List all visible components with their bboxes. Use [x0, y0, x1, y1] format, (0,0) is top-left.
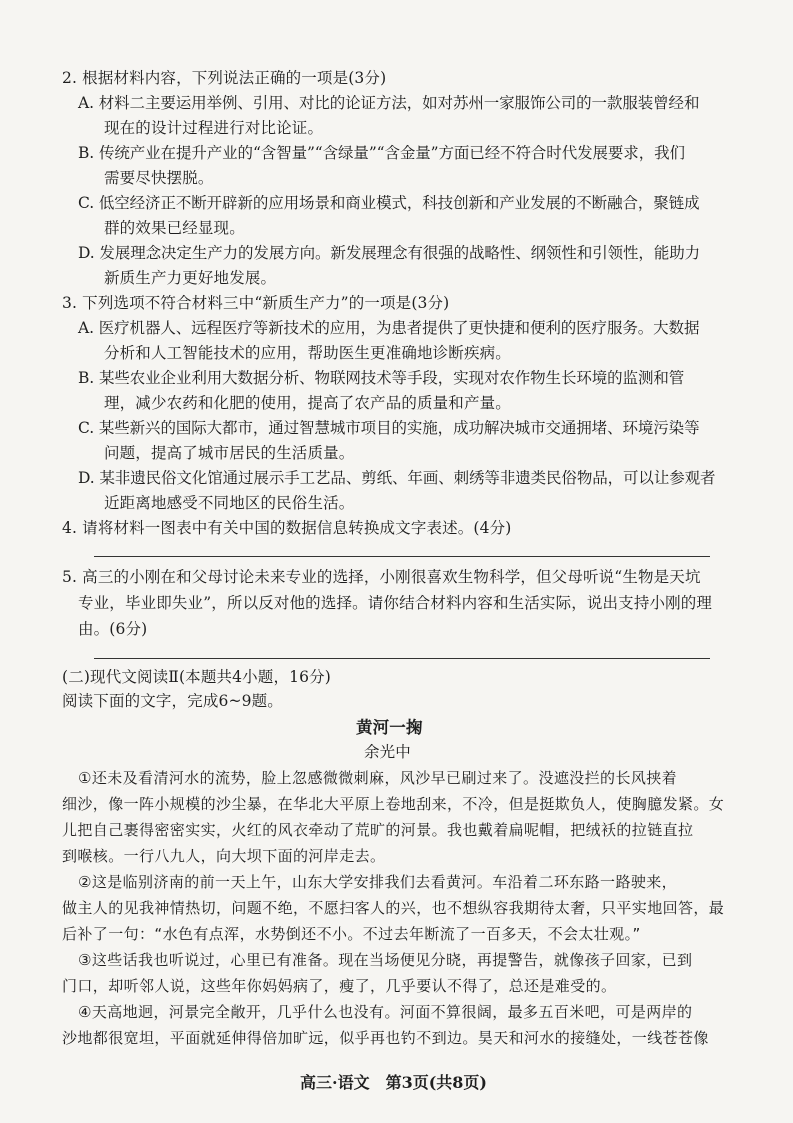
article-line-7: 后补了一句：“水色有点浑，水势倒还不小。不过去年断流了一百多天，不会太壮观。”: [62, 925, 641, 943]
q3-option-b-line2: 理，减少农药和化肥的使用，提高了农产品的质量和产量。: [104, 394, 511, 412]
article-line-10: ④天高地迥，河景完全敞开，几乎什么也没有。河面不算很阔，最多五百米吧，可是两岸的: [78, 1003, 693, 1021]
q3-option-b-line1: B. 某些农业企业利用大数据分析、物联网技术等手段，实现对农作物生长环境的监测和管: [78, 369, 685, 387]
q2-option-a-line1: A. 材料二主要运用举例、引用、对比的论证方法，如对苏州一家服饰公司的一款服装曾经和: [78, 94, 700, 112]
article-line-5: ②这是临别济南的前一天上午，山东大学安排我们去看黄河。车沿着二环东路一路驶来，: [78, 873, 678, 891]
q3-option-d-line1: D. 某非遗民俗文化馆通过展示手工艺品、剪纸、年画、刺绣等非遗类民俗物品，可以让参观者: [78, 469, 716, 487]
q3-option-c-line2: 问题，提高了城市居民的生活质量。: [104, 444, 355, 462]
section-instruction: 阅读下面的文字，完成6~9题。: [62, 692, 283, 710]
q5-line1: 5. 高三的小刚在和父母讨论未来专业的选择，小刚很喜欢生物科学，但父母听说“生物是天坑: [62, 568, 701, 586]
article-line-6: 做主人的见我神情热切，问题不绝，不愿扫客人的兴，也不想纵容我期待太奢，只平实地回答，最: [62, 899, 725, 917]
article-author: 余光中: [364, 743, 411, 761]
q2-option-c-line2: 群的效果已经显现。: [104, 219, 245, 237]
article-line-4: 到喉核。一行八九人，向大坝下面的河岸走去。: [62, 847, 386, 865]
section-heading: (二)现代文阅读Ⅱ(本题共4小题，16分): [62, 668, 331, 686]
q5-line2: 专业，毕业即失业”，所以反对他的选择。请你结合材料内容和生活实际，说出支持小刚的理: [78, 594, 713, 612]
article-line-3: 儿把自己裹得密密实实，火红的风衣牵动了荒旷的河景。我也戴着扁呢帽，把绒袄的拉链直拉: [62, 821, 694, 839]
article-title: 黄河一掬: [356, 718, 423, 737]
q3-option-a-line2: 分析和人工智能技术的应用，帮助医生更准确地诊断疾病。: [104, 344, 511, 362]
article-line-1: ①还未及看清河水的流势，脸上忽感微微刺麻，风沙早已刷过来了。没遮没拦的长风挟着: [78, 769, 678, 787]
article-line-9: 门口，却听邻人说，这些年你妈妈病了，瘦了，几乎要认不得了，总还是难受的。: [62, 977, 617, 995]
q2-option-d-line2: 新质生产力更好地发展。: [104, 269, 277, 287]
q4-stem: 4. 请将材料一图表中有关中国的数据信息转换成文字表述。(4分): [62, 519, 512, 537]
q3-stem: 3. 下列选项不符合材料三中“新质生产力”的一项是(3分): [62, 294, 450, 312]
q2-stem: 2. 根据材料内容，下列说法正确的一项是(3分): [62, 69, 387, 87]
q2-option-a-line2: 现在的设计过程进行对比论证。: [104, 119, 324, 137]
q3-option-c-line1: C. 某些新兴的国际大都市，通过智慧城市项目的实施，成功解决城市交通拥堵、环境污染等: [78, 419, 700, 437]
q2-option-b-line1: B. 传统产业在提升产业的“含智量”“含绿量”“含金量”方面已经不符合时代发展要求，我们: [78, 144, 685, 162]
q5-answer-line[interactable]: [94, 658, 710, 659]
page-footer: 高三·语文 第3页(共8页): [300, 1073, 487, 1092]
q2-option-c-line1: C. 低空经济正不断开辟新的应用场景和商业模式，科技创新和产业发展的不断融合，聚链成: [78, 194, 700, 212]
q5-line3: 由。(6分): [78, 620, 148, 638]
q2-option-d-line1: D. 发展理念决定生产力的发展方向。新发展理念有很强的战略性、纲领性和引领性，能助力: [78, 244, 701, 262]
article-line-2: 细沙，像一阵小规模的沙尘暴，在华北大平原上卷地刮来，不冷，但是挺欺负人，使胸臆发紧。女: [62, 795, 725, 813]
q2-option-b-line2: 需要尽快摆脱。: [104, 169, 214, 187]
q3-option-a-line1: A. 医疗机器人、远程医疗等新技术的应用，为患者提供了更快捷和便利的医疗服务。大数据: [78, 319, 700, 337]
q3-option-d-line2: 近距离地感受不同地区的民俗生活。: [104, 494, 355, 512]
article-line-8: ③这些话我也听说过，心里已有准备。现在当场便见分晓，再提警告，就像孩子回家，已到: [78, 951, 693, 969]
q4-answer-line[interactable]: [94, 556, 710, 557]
article-line-11: 沙地都很宽坦，平面就延伸得倍加旷远，似乎再也钓不到边。昊天和河水的接缝处，一线苍苍像: [62, 1029, 709, 1047]
